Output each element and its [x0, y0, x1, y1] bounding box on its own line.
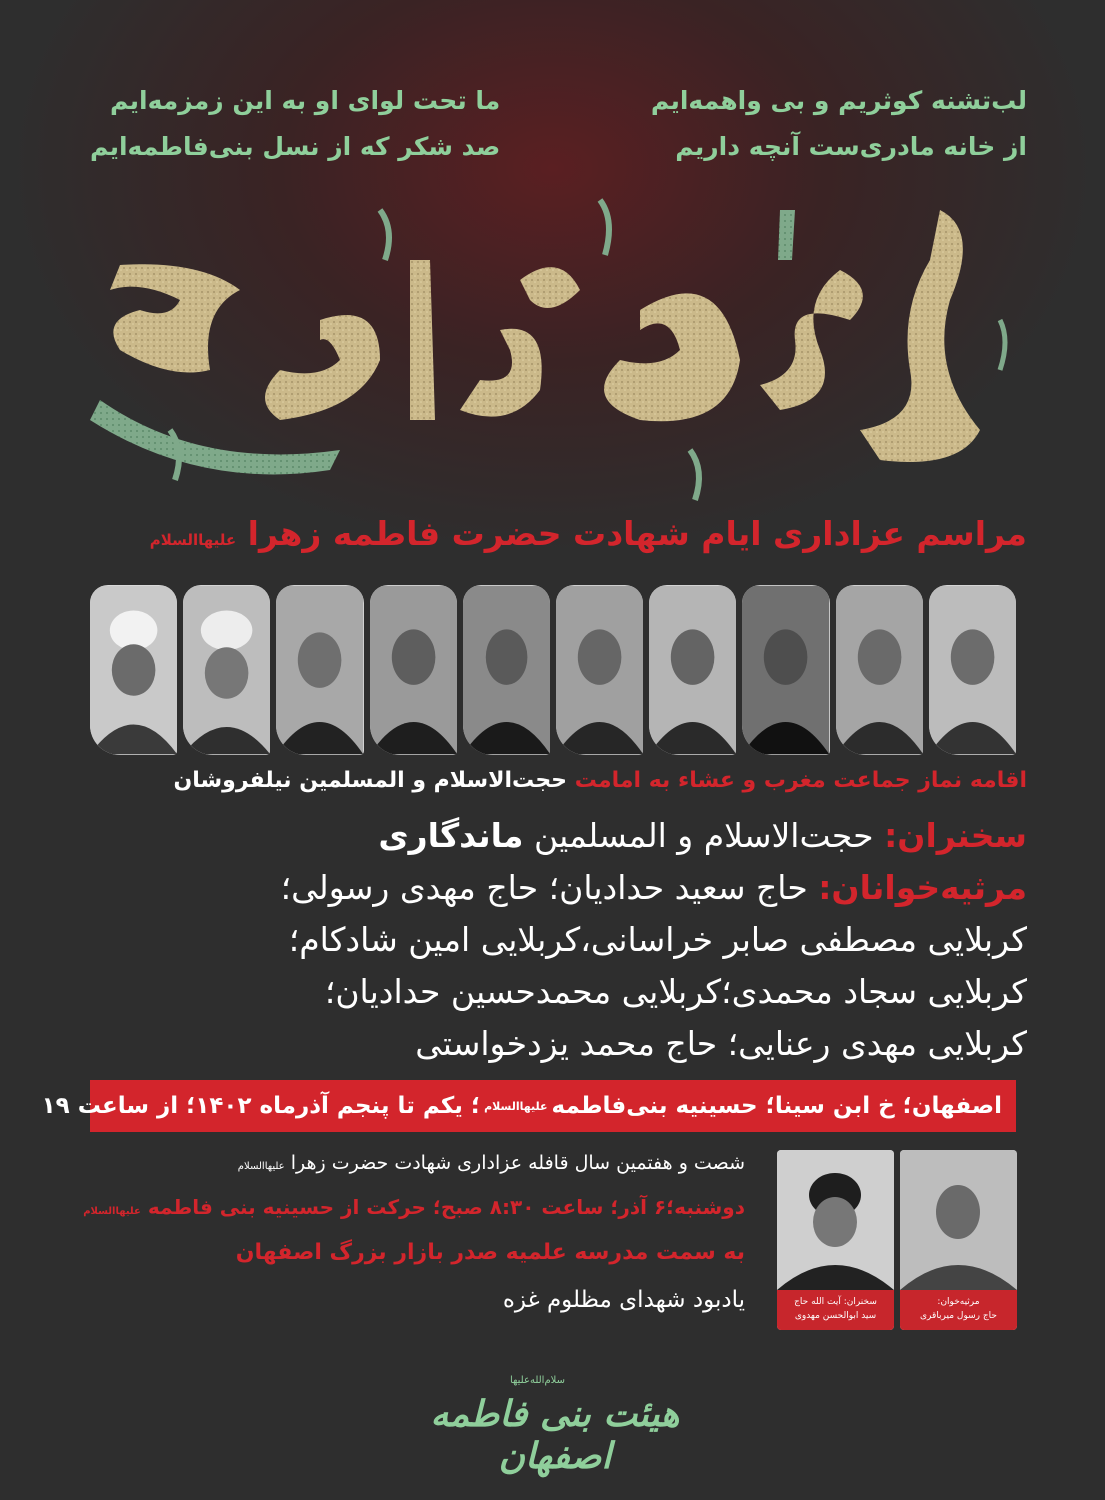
procession-speaker-name: سید ابوالحسن مهدوی	[794, 1311, 877, 1321]
portrait-photo	[463, 585, 550, 755]
procession-line-2	[83, 1195, 745, 1219]
procession-honorific-1: علیهاالسلام	[237, 1161, 285, 1172]
procession-speaker-role: مرثیه‌خوان:	[937, 1297, 980, 1307]
portrait-photo	[649, 585, 736, 755]
procession-anniversary: شصت و هفتمین سال قافله عزاداری شهادت حضرت زهرا	[290, 1152, 745, 1174]
portrait-photo	[929, 585, 1016, 755]
hayat-logo	[390, 1375, 720, 1477]
procession-speaker-role: سخنران: آیت الله حاج	[794, 1297, 877, 1307]
location-dates: ؛ یکم تا پنجم آذرماه ۱۴۰۲؛ از ساعت ۱۹	[41, 1093, 481, 1119]
eulogist-photo-strip	[90, 585, 1016, 755]
eulogists-label: مرثیه‌خوانان:	[818, 868, 1027, 907]
portrait-photo	[556, 585, 643, 755]
calligraphy-title	[80, 170, 1030, 510]
verse-right-line-2: از خانه مادری‌ست آنچه داریم	[675, 132, 1027, 161]
verse-right	[651, 78, 1027, 170]
procession-speaker-card	[900, 1150, 1017, 1330]
procession-honorific-2: علیهاالسلام	[83, 1206, 141, 1217]
speaker-name: ماندگاری	[378, 816, 524, 855]
procession-speaker-caption	[900, 1290, 1017, 1330]
location-place: اصفهان؛ خ ابن سینا؛ حسینیه بنی‌فاطمه	[551, 1093, 1002, 1119]
eulogists-line-4: کربلایی مهدی رعنایی؛ حاج محمد یزدخواستی	[415, 1024, 1027, 1063]
speaker-title: حجت‌الاسلام و المسلمین	[533, 816, 874, 855]
ceremony-title	[77, 514, 1027, 553]
procession-speaker-card	[777, 1150, 894, 1330]
procession-line-4: یادبود شهدای مظلوم غزه	[502, 1287, 745, 1313]
portrait-photo	[90, 585, 177, 755]
portrait-photo	[183, 585, 270, 755]
location-honorific: علیهاالسلام	[484, 1099, 548, 1113]
ceremony-honorific: علیهاالسلام	[149, 531, 237, 549]
portrait-photo	[836, 585, 923, 755]
procession-speaker-name: حاج رسول میرباقری	[920, 1311, 997, 1321]
speaker-label: سخنران:	[884, 816, 1027, 855]
ceremony-text: مراسم عزاداری ایام شهادت حضرت فاطمه زهرا	[247, 514, 1027, 553]
eulogists-line-1	[281, 868, 1027, 907]
prayer-line	[173, 768, 1027, 793]
procession-speakers	[777, 1150, 1017, 1330]
verse-right-line-1: لب‌تشنه کوثریم و بی واهمه‌ایم	[650, 86, 1027, 115]
procession-line-3: به سمت مدرسه علمیه صدر بازار بزرگ اصفهان	[235, 1240, 745, 1265]
location-bar	[41, 1080, 1016, 1132]
speaker-line	[378, 816, 1027, 855]
procession-line-1	[238, 1152, 745, 1174]
portrait-photo	[370, 585, 457, 755]
prayer-imam: حجت‌الاسلام و المسلمین نیلفروشان	[173, 768, 568, 793]
procession-schedule: دوشنبه؛۶ آذر؛ ساعت ۸:۳۰ صبح؛ حرکت از حسینیه بنی فاطمه	[147, 1195, 745, 1219]
hayat-honorific: سلام‌الله‌علیها	[510, 1375, 565, 1386]
verse-left-line-2: صد شکر که از نسل بنی‌فاطمه‌ایم	[90, 132, 501, 161]
procession-speaker-caption	[777, 1290, 894, 1330]
eulogists-line-3: کربلایی سجاد محمدی؛کربلایی محمدحسین حدادیان؛	[324, 972, 1027, 1011]
portrait-photo	[276, 585, 363, 755]
eulogists-names-1: حاج سعید حدادیان؛ حاج مهدی رسولی؛	[280, 868, 808, 907]
verse-left	[90, 78, 500, 170]
prayer-text: اقامه نماز جماعت مغرب و عشاء به امامت	[574, 768, 1027, 793]
portrait-photo	[742, 585, 829, 755]
eulogists-line-2: کربلایی مصطفی صابر خراسانی،کربلایی امین شادکام؛	[288, 920, 1027, 959]
hayat-name: هیئت بنی فاطمه اصفهان	[430, 1393, 680, 1477]
main-title-text: خانه مادری	[552, 500, 558, 501]
verse-left-line-1: ما تحت لوای او به این زمزمه‌ایم	[110, 86, 501, 115]
